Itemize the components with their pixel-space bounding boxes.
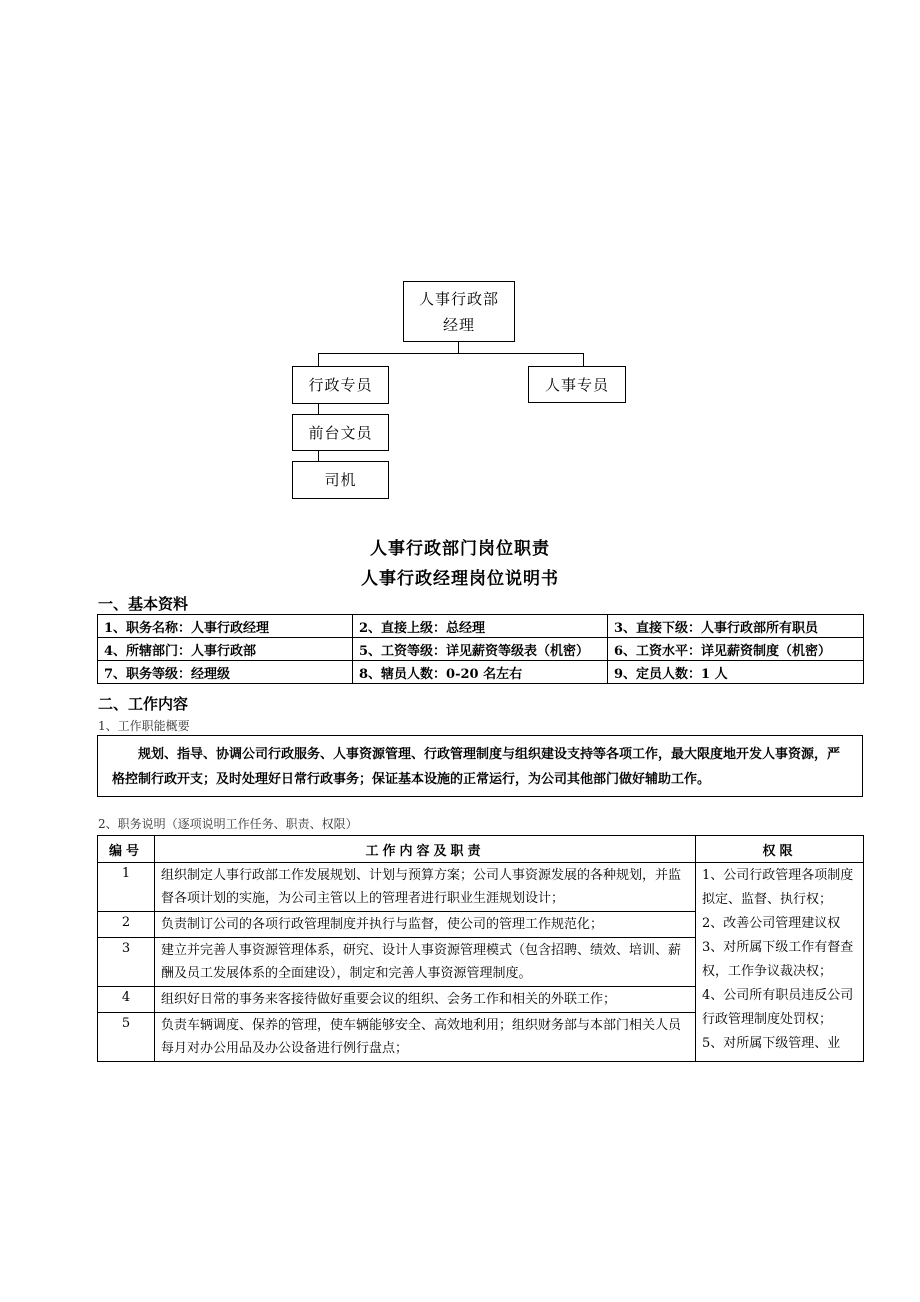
duty-number: 1	[98, 863, 155, 912]
info-cell: 1、职务名称：人事行政经理	[98, 615, 353, 638]
section-work-content: 二、工作内容	[98, 695, 189, 713]
header-content: 工作内容及职责	[155, 836, 696, 863]
info-cell: 2、直接上级：总经理	[353, 615, 608, 638]
table-row	[98, 661, 864, 684]
info-cell: 3、直接下级：人事行政部所有职员	[608, 615, 864, 638]
table-row	[98, 863, 864, 912]
basic-info-table	[97, 614, 864, 684]
header-number: 编号	[98, 836, 155, 863]
duty-number: 2	[98, 912, 155, 938]
info-cell: 6、工资水平：详见薪资制度（机密）	[608, 638, 864, 661]
authority-item: 5、对所属下级管理、业	[702, 1036, 841, 1051]
org-connector	[318, 404, 319, 414]
table-row	[98, 615, 864, 638]
authority-item: 3、对所属下级工作有督查权，工作争议裁决权；	[702, 940, 854, 979]
document-subtitle: 人事行政经理岗位说明书	[361, 569, 559, 589]
authority-cell	[696, 863, 864, 1062]
duty-number: 3	[98, 938, 155, 987]
duty-content: 组织制定人事行政部工作发展规划、计划与预算方案；公司人事资源发展的各种规划，并监督各项计划的实施，为公司主管以上的管理者进行职业生涯规划设计；	[155, 863, 696, 912]
subsection-duty-description: 2、职务说明（逐项说明工作任务、职责、权限）	[98, 817, 358, 831]
org-box-driver: 司机	[292, 461, 389, 499]
authority-item: 1、公司行政管理各项制度拟定、监督、执行权；	[702, 868, 854, 907]
subsection-function-overview: 1、工作职能概要	[98, 719, 190, 733]
org-connector	[318, 353, 584, 354]
duty-content: 组织好日常的事务来客接待做好重要会议的组织、会务工作和相关的外联工作；	[155, 987, 696, 1013]
duty-number: 5	[98, 1013, 155, 1062]
authority-item: 4、公司所有职员违反公司行政管理制度处罚权；	[702, 988, 854, 1027]
info-cell: 9、定员人数：1 人	[608, 661, 864, 684]
function-overview-box: 规划、指导、协调公司行政服务、人事资源管理、行政管理制度与组织建设支持等各项工作，最大限度地开发人事资源，严格控制行政开支；及时处理好日常行政事务；保证基本设施的正常运行，为公司其他部门做好辅助工作。	[97, 735, 863, 797]
org-box-front-desk: 前台文员	[292, 414, 389, 451]
org-connector	[318, 451, 319, 461]
duty-content: 负责制订公司的各项行政管理制度并执行与监督，使公司的管理工作规范化；	[155, 912, 696, 938]
org-box-manager: 人事行政部 经理	[403, 281, 515, 342]
org-connector	[318, 353, 319, 366]
info-cell: 8、辖员人数：0-20 名左右	[353, 661, 608, 684]
table-header-row	[98, 836, 864, 863]
org-box-hr-staff: 人事专员	[528, 366, 626, 403]
document-title: 人事行政部门岗位职责	[370, 539, 550, 559]
table-row	[98, 638, 864, 661]
duty-content: 建立并完善人事资源管理体系，研究、设计人事资源管理模式（包含招聘、绩效、培训、薪酬及员工发展体系的全面建设），制定和完善人事资源管理制度。	[155, 938, 696, 987]
info-cell: 5、工资等级：详见薪资等级表（机密）	[353, 638, 608, 661]
header-authority: 权限	[696, 836, 864, 863]
info-cell: 7、职务等级：经理级	[98, 661, 353, 684]
org-box-admin-staff: 行政专员	[292, 366, 389, 404]
duties-table	[97, 835, 864, 1062]
info-cell: 4、所辖部门：人事行政部	[98, 638, 353, 661]
duty-content: 负责车辆调度、保养的管理，使车辆能够安全、高效地利用；组织财务部与本部门相关人员每月对办公用品及办公设备进行例行盘点；	[155, 1013, 696, 1062]
org-connector	[583, 353, 584, 366]
authority-item: 2、改善公司管理建议权	[702, 916, 841, 931]
section-basic-info: 一、基本资料	[98, 595, 189, 613]
duty-number: 4	[98, 987, 155, 1013]
